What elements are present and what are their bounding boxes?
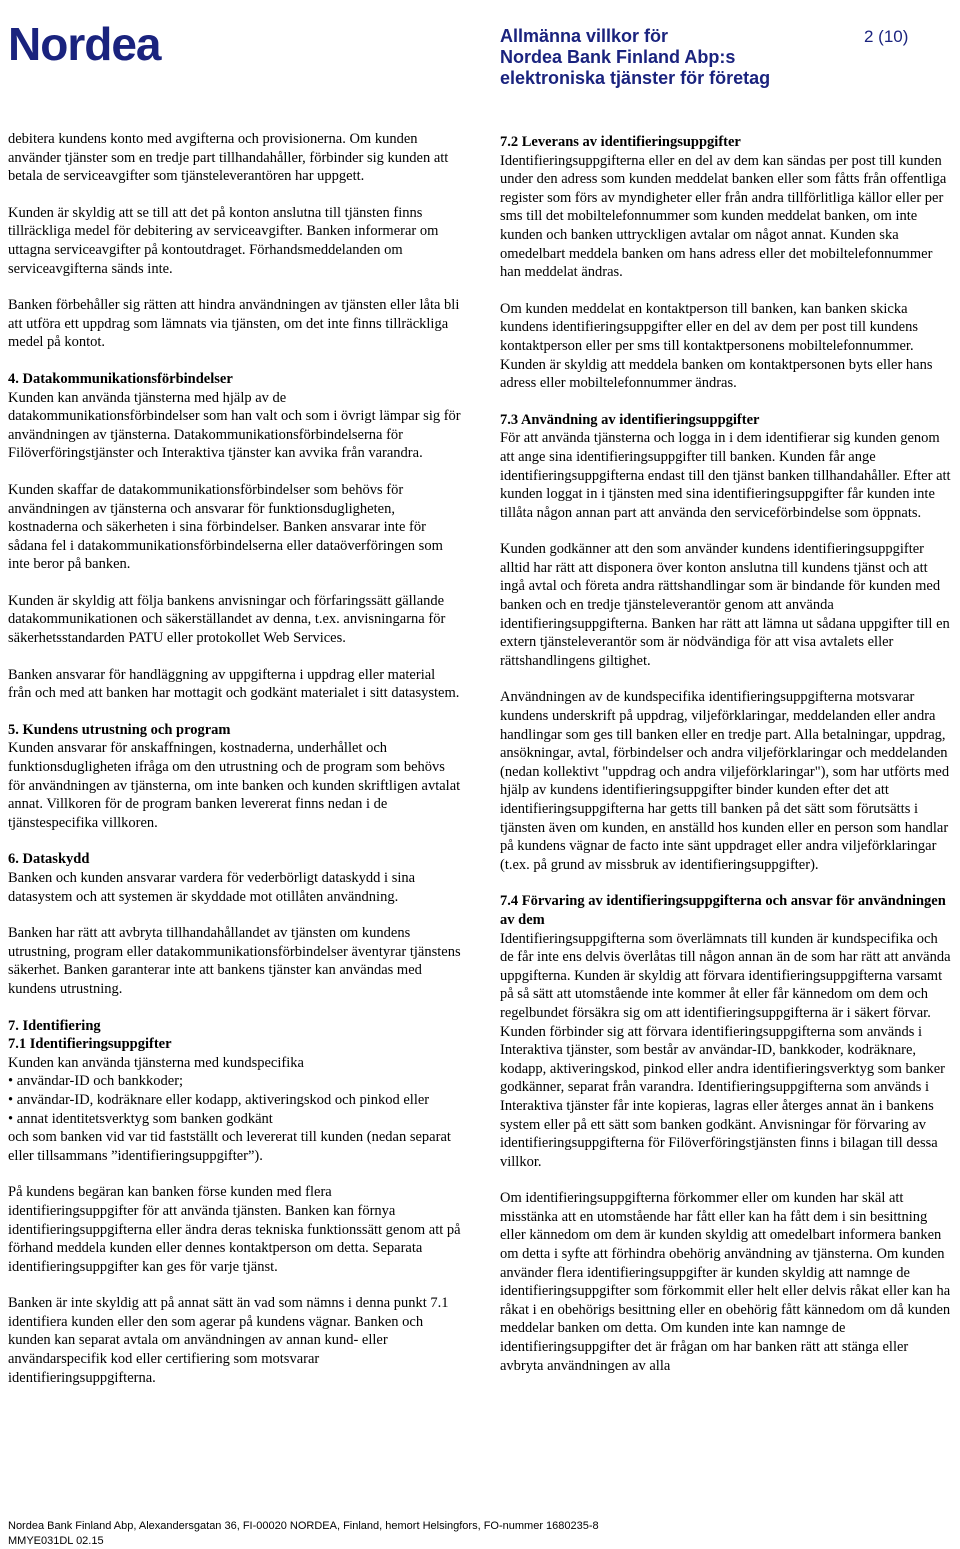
list-item: • användar-ID och bankkoder; [8, 1073, 184, 1090]
section-heading: 5. Kundens utrustning och program [8, 721, 231, 738]
subsection-heading: 7.1 Identifieringsuppgifter [8, 1036, 172, 1053]
section-heading: 6. Dataskydd [8, 851, 90, 868]
paragraph: Om identifieringsuppgifterna förkommer eller om kunden har skäl att misstänka att en utomstående har fått eller kan ha fått dem i sin besittning eller kännedom om dem är kunden skyldig att omedelbart informera banken om detta i syfte att förhindra obehörig användning av tjänsterna. Om kunden använder flera identifieringsuppgifter är kunden skyldig att namnge de identifieringsuppgifter som förkommit eller helt eller delvis råkat eller kan ha råkat i en obehörigs besittning eller en obehörig fått kännedom om då kunden meddelar banken om detta. Om kunden inte kan namnge de identifieringsuppgifter det är frågan om har banken rätt att stänga eller avbryta användningen av alla [500, 1190, 951, 1374]
paragraph: Kunden godkänner att den som använder kundens identifieringsuppgifter alltid har rätt att disponera över konton anslutna till kundens tjänst och att ingå avtal och företa andra rättshandlingar som är bindande för kunden med banken och en tredje tjänsteleverantör genom att använda identifieringsuppgifterna. Banken har rätt att lämna ut sådana uppgifter till en extern tjänsteleverantör som är nödvändiga för att visa avtalets eller rättshandlingens giltighet. [500, 541, 950, 669]
footer-address: Nordea Bank Finland Abp, Alexandersgatan 36, FI-00020 NORDEA, Finland, hemort Helsingfors, FO-nummer 1680235-8 [8, 1520, 599, 1532]
paragraph: Banken är inte skyldig att på annat sätt än vad som nämns i denna punkt 7.1 identifiera kunden eller den som agerar på kundens vägnar. Banken och kunden kan separat avtala om användningen av annan kund- eller användarspecifik kod eller certifiering som motsvarar identifieringsuppgifterna. [8, 1295, 449, 1386]
section-7 [8, 1017, 462, 1166]
title-line-3: elektroniska tjänster för företag [500, 68, 771, 88]
paragraph: Identifieringsuppgifterna eller en del av dem kan sändas per post till kunden under den adress som kunden meddelat banken eller som fåtts från offentliga register som förs av myndigheter eller från andra tillförlitliga källor eller per sms till det mobiltelefonnummer som kunden meddelat banken, om inte kunden och banken uttryckligen avtalar om något annat. Kunden ska omedelbart meddela banken om hans adress eller det mobiltelefonnummer han meddelat ändras. [500, 152, 947, 281]
paragraph: Användningen av de kundspecifika identifieringsuppgifterna motsvarar kundens underskrift på uppdrag, viljeförklaringar, meddelanden eller andra handlingar som ges till banken eller en tredje part. Alla betalningar, uppdrag, ansökningar, avtal, förbindelser och andra viljeförklaringar och meddelanden (nedan kollektivt "uppdrag och andra viljeförklaringar"), som har utförts med hjälp av kundens identifieringsuppgifter binder kunden efter det att identifieringsuppgifterna har getts till banken på det sätt som förutsätts i tjänsten även om kunden, en anställd hos kunden eller en person som handlar på kundens vägnar de facto inte sänt uppdraget eller andra viljeförklaringar (t.ex. på grund av missbruk av identifieringsuppgifter). [500, 689, 950, 873]
paragraph: Kunden är skyldig att följa bankens anvisningar och förfaringssätt gällande datakommunikationen och säkerställandet av denna, t.ex. anvisningarna för säkerhetsstandarden PATU eller protokollet Web Services. [8, 592, 446, 647]
section-heading: 7. Identifiering [8, 1017, 101, 1034]
section-7-4 [500, 892, 954, 1171]
section-4 [8, 370, 462, 463]
footer-form-code: MMYE031DL 02.15 [8, 1535, 104, 1547]
right-column [500, 133, 954, 1375]
subsection-heading: 7.2 Leverans av identifieringsuppgifter [500, 134, 741, 150]
page-number: 2 (10) [864, 27, 909, 46]
paragraph: Kunden är skyldig att se till att det på konton anslutna till tjänsten finns tillräckliga medel för debitering av serviceavgifter. Banken informerar om uttagna serviceavgifter på kontoutdraget. Förhandsmeddelanden om serviceavgifterna sänds inte. [8, 204, 439, 277]
paragraph: Banken och kunden ansvarar vardera för vederbörligt dataskydd i sina datasystem och att systemen är skyddade mot otillåten användning. [8, 870, 416, 905]
paragraph: Identifieringsuppgifterna som överlämnats till kunden är kundspecifika och de får inte ens delvis överlåtas till någon annan än de som har rätt att använda uppgifterna. Kunden är skyldig att förvara identifieringsuppgifterna varsamt på så sätt att utomstående inte kommer åt eller får kännedom om dem och regelbundet försäkra sig om att identifieringsuppgifterna är i säkert förvar. Kunden förbinder sig att förvara identifieringsuppgifterna som används i Interaktiva tjänster, som består av användar-ID, bankkoder, kodräknare, kodapp, aktiveringskod, pinkod eller andra identifieringsverktyg som banker godkänner, separat från varandra. Identifieringsuppgifterna som används i Interaktiva tjänster får inte kopieras, lagras eller återges annat än i bankens system eller på ett sätt som banken godkänt. Anvisningar för förvaring av identifieringsuppgifterna för Filöverföringstjänsten finns i bilagan till dessa villkor. [500, 930, 951, 1170]
subsection-heading: 7.4 Förvaring av identifieringsuppgifterna och ansvar för användningen av dem [500, 893, 946, 928]
page-footer [8, 1519, 599, 1549]
page-header [0, 0, 960, 100]
nordea-logo [8, 18, 208, 68]
svg-text:Nordea: Nordea [8, 18, 161, 68]
section-7-2 [500, 133, 954, 282]
paragraph: debitera kundens konto med avgifterna och provisionerna. Om kunden använder tjänster som en tredje part tillhandahåller, förbinder sig kunden att betala de serviceavgifter som tjänsteleverantören har uppgett. [8, 131, 449, 185]
list-item: • användar-ID, kodräknare eller kodapp, aktiveringskod och pinkod eller [8, 1091, 430, 1108]
paragraph: och som banken vid var tid fastställt och levererat till kunden (nedan separat eller tillsammans ”identifieringsuppgifter”). [8, 1129, 451, 1164]
subsection-heading: 7.3 Användning av identifieringsuppgifter [500, 411, 760, 428]
paragraph: För att använda tjänsterna och logga in i dem identifierar sig kunden genom att ange sina identifieringsuppgifter till banken. Kunden får ange identifieringsuppgifterna endast till den tjänst banken tillhandahåller. Efter att kunden loggat in i tjänsten med sina identifieringsuppgifter får kunden inte tillåta någon annan part att använda den serviceförbindelse som öppnats. [500, 430, 951, 521]
title-line-2: Nordea Bank Finland Abp:s [500, 47, 736, 67]
section-6 [8, 850, 462, 906]
paragraph: Banken ansvarar för handläggning av uppgifterna i uppdrag eller material från och med att banken har mottagit och godkänt materialet i sitt datasystem. [8, 666, 460, 702]
title-line-1: Allmänna villkor för [500, 26, 669, 46]
section-heading: 4. Datakommunikationsförbindelser [8, 370, 233, 387]
left-column [8, 130, 462, 1405]
paragraph: Om kunden meddelat en kontaktperson till banken, kan banken skicka kundens identifieringsuppgifter eller en del av dem per post till kundens kontaktperson eller per sms till kontaktpersonens mobiltelefonnummer. Kunden är skyldig att meddela banken om kontaktpersonen byts eller hans adress eller mobiltelefonnummer ändras. [500, 300, 933, 392]
paragraph: Kunden skaffar de datakommunikationsförbindelser som behövs för användningen av tjänsterna och ansvarar för funktionsdugligheten, kostnaderna och säkerheten i sina förbindelser. Banken ansvarar inte för sådana fel i datakommunikationsförbindelserna eller dataöverföringen som inte beror på banken. [8, 481, 443, 573]
paragraph: Banken förbehåller sig rätten att hindra användningen av tjänsten eller låta bli att utföra ett uppdrag som lämnats via tjänsten, om det inte finns tillräckliga medel på kontot. [8, 297, 460, 351]
paragraph: Kunden ansvarar för anskaffningen, kostnaderna, underhållet och funktionsdugligheten ifråga om den utrustning och de program som behövs för användningen av tjänsterna, om inte banken och kunden skriftligen avtalat annat. Villkoren för de program banken levererat finns nedan i de tjänstespecifika villkoren. [8, 740, 461, 831]
section-5 [8, 721, 462, 833]
document-title [500, 26, 830, 89]
paragraph: På kundens begäran kan banken förse kunden med flera identifieringsuppgifter för att använda tjänsten. Banken kan förnya identifieringsuppgifterna eller ändra deras tekniska funktionssätt genom att på förhand meddela kunden eller dennes kontaktperson om detta. Separata identifieringsuppgifter kan ges för varje tjänst. [8, 1184, 461, 1275]
paragraph: Kunden kan använda tjänsterna med kundspecifika [8, 1054, 304, 1071]
paragraph: Kunden kan använda tjänsterna med hjälp av de datakommunikationsförbindelser som han valt och som i övrigt lämpar sig för användningen av tjänsterna. Datakommunikationsförbindelserna för Filöverföringstjänster och Interaktiva tjänster kan avvika från varandra. [8, 389, 461, 462]
section-7-3 [500, 411, 954, 523]
paragraph: Banken har rätt att avbryta tillhandahållandet av tjänsten om kundens utrustning, program eller datakommunikationsförbindelser äventyrar tjänstens säkerhet. Banken garanterar inte att bankens tjänster kan användas med kundens utrustning. [8, 925, 461, 997]
list-item: • annat identitetsverktyg som banken godkänt [8, 1110, 273, 1127]
